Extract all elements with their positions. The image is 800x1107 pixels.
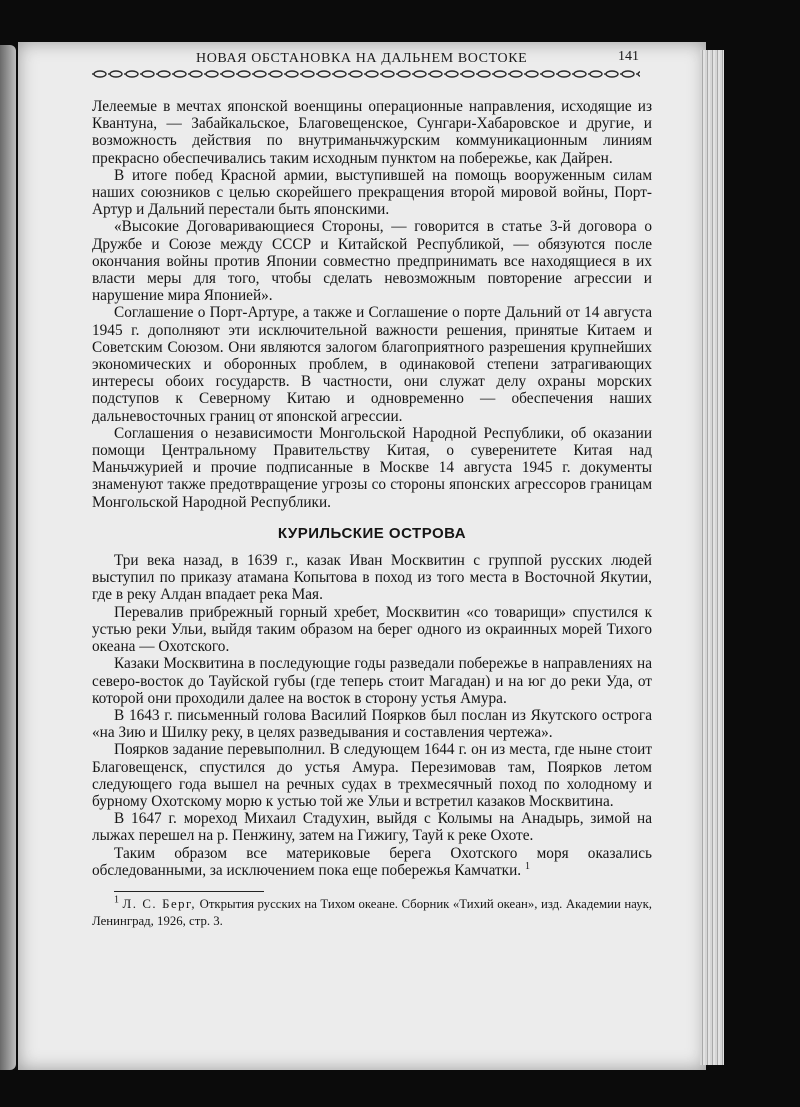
page-body: [92, 98, 652, 930]
header-ornament: [92, 69, 640, 79]
paragraph: Соглашение о Порт-Артуре, а также и Соглашение о порте Дальний от 14 августа 1945 г. дополняют эти исключительной важности решения, принятые Китаем и Советским Союзом. Они являются залогом благоприятного разрешения крупнейших экономических и оборонных проблем, в одинаковой степени затрагивающих интересы обоих государств. В частности, они служат делу охраны морских подступов к Северному Китаю и одновременно — обеспечения наших дальневосточных границ от японской агрессии.: [92, 304, 652, 425]
paragraph: Соглашения о независимости Монгольской Народной Республики, об оказании помощи Центральному Правительству Китая, о суверенитете Китая над Маньчжурией и прочие подписанные в Москве 14 августа 1945 г. документы знаменуют также предотвращение угрозы со стороны японских агрессоров границам Монгольской Народной Республики.: [92, 424, 652, 511]
paragraph-text: Таким образом все материковые берега Охотского моря оказались обследованными, за исключением пока еще побережья Камчатки.: [92, 844, 652, 879]
paragraph: Поярков задание перевыполнил. В следующем 1644 г. он из места, где ныне стоит Благовещенск, спустился до устья Амура. Перезимовав там, Поярков летом следующего года вышел на речных судах в трехмесячный поход по холодному и бурному Охотскому морю к устью той же Ульи и встретил казаков Москвитина.: [92, 741, 652, 810]
paragraph: Три века назад, в 1639 г., казак Иван Москвитин с группой русских людей выступил по приказу атамана Копытова в поход из того места в Восточной Якутии, где в реку Алдан впадает река Мая.: [92, 552, 652, 604]
paragraph: В 1647 г. мореход Михаил Стадухин, выйдя с Колымы на Анадырь, зимой на лыжах перешел на р. Пенжину, затем на Гижигу, Тауй к реке Охоте.: [92, 810, 652, 845]
running-title: НОВАЯ ОБСТАНОВКА НА ДАЛЬНЕМ ВОСТОКЕ: [196, 51, 528, 66]
footnote-author: Л. С. Берг,: [122, 896, 197, 911]
adjacent-page-edge: [0, 45, 16, 1070]
paragraph: Казаки Москвитина в последующие годы разведали побережье в направлениях на северо-восток до Тауйской губы (где теперь стоит Магадан) и на юг до реки Уда, от которой они проходили далее на восток в сторону устья Амура.: [92, 655, 652, 707]
page-stack-edge: [700, 50, 724, 1065]
section-heading: КУРИЛЬСКИЕ ОСТРОВА: [277, 524, 467, 542]
paragraph: В итоге побед Красной армии, выступившей на помощь вооруженным силам наших союзников с целью скорейшего прекращения второй мировой войны, Порт-Артур и Дальний перестали быть японскими.: [92, 166, 652, 219]
paragraph: Перевалив прибрежный горный хребет, Москвитин «со товарищи» спустился к устью реки Ульи, выйдя таким образом на берег одного из окраинных морей Тихого океана — Охотского.: [92, 603, 652, 656]
paragraph: В 1643 г. письменный голова Василий Поярков был послан из Якутского острога «на Зию и Шилку реку, в целях разведывания и составления чертежа».: [92, 706, 652, 742]
footnote: [92, 896, 652, 930]
paragraph: [92, 845, 652, 879]
footnote-marker: 1: [114, 894, 119, 906]
footnote-divider: [114, 891, 264, 892]
page-number: 141: [618, 49, 639, 64]
footnote-text: Открытия русских на Тихом океане. Сборник «Тихий океан», изд. Академии наук, Ленинград, 1926, стр. 3.: [92, 896, 653, 928]
footnote-reference: 1: [524, 860, 530, 872]
paragraph: «Высокие Договаривающиеся Стороны, — говорится в статье 3-й договора о Дружбе и Союзе между СССР и Китайской Республикой, — обязуются после окончания войны против Японии совместно предпринимать все находящиеся в их власти меры для того, чтобы сделать невозможным повторение агрессии и нарушение мира Японией».: [92, 218, 652, 305]
paragraph: Лелеемые в мечтах японской военщины операционные направления, исходящие из Квантуна, — Забайкальское, Благовещенское, Сунгари-Хабаровское и другие, и возможность действия по внутриманьчжурским коммуникационным линиям прекрасно обеспечивались таким исходным пунктом на побережье, как Дайрен.: [92, 98, 652, 167]
